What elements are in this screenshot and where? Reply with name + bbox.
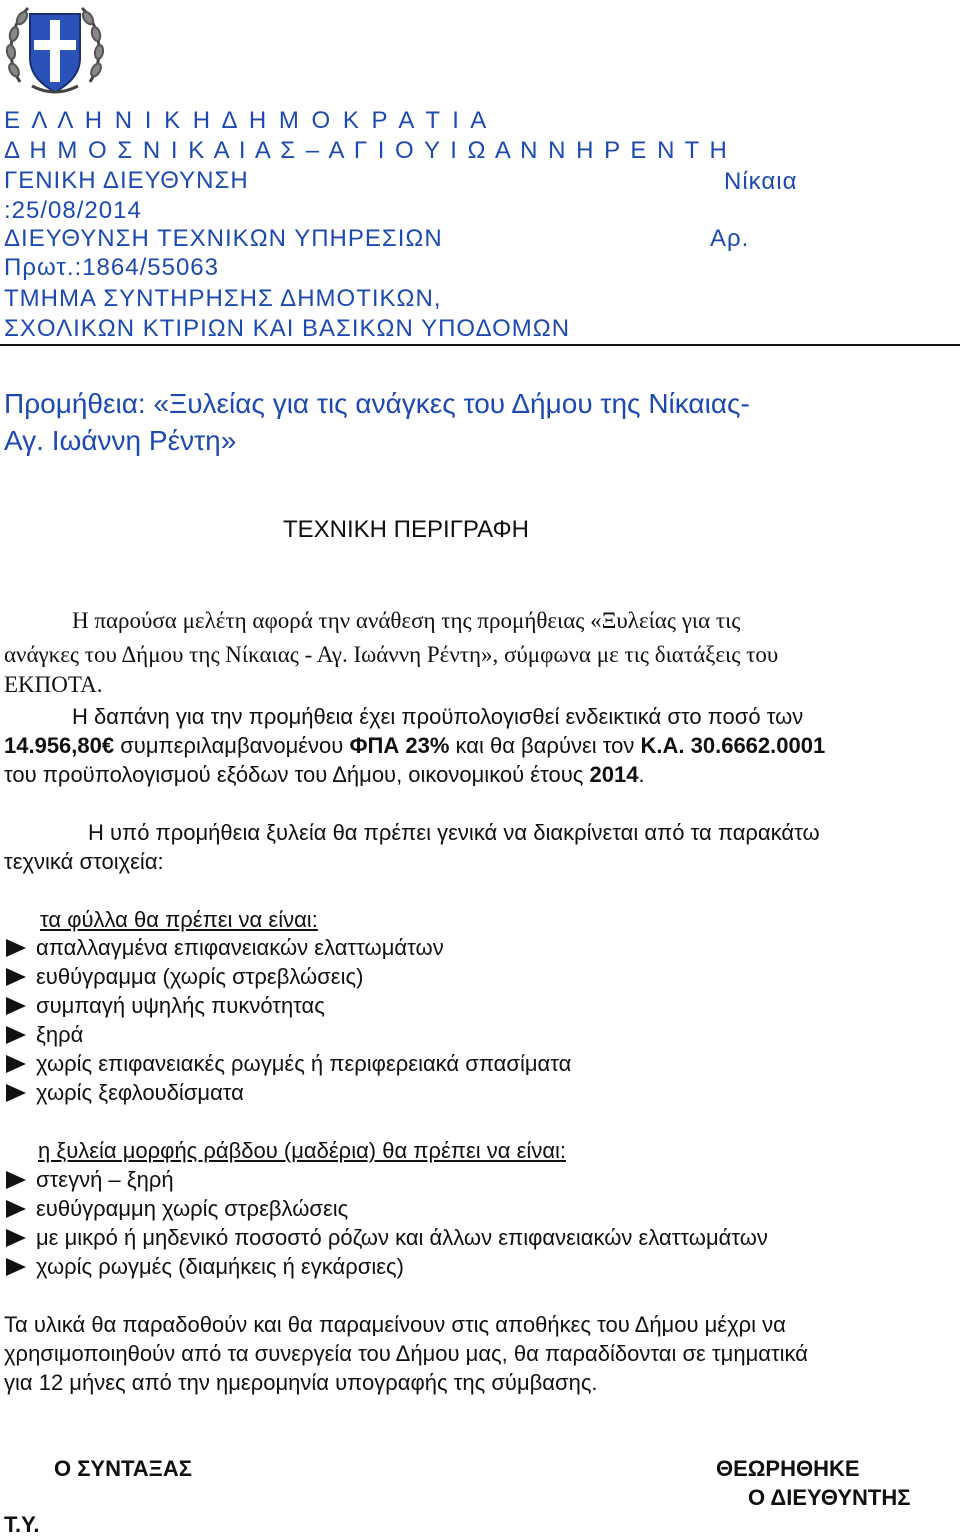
list-item <box>6 1225 768 1251</box>
bullet-arrow-icon <box>6 1229 26 1247</box>
header-municipality: Δ Η Μ Ο Σ Ν Ι Κ Α Ι Α Σ – Α Γ Ι Ο Υ Ι Ω Α Ν Ν Η Ρ Ε Ν Τ Η <box>4 137 729 164</box>
para2-text-a: συμπεριλαμβανομένου <box>114 733 350 758</box>
bullet-arrow-icon <box>6 968 26 986</box>
list-item-text: συμπαγή υψηλής πυκνότητας <box>36 993 325 1018</box>
header-department-2: ΣΧΟΛΙΚΩΝ ΚΤΙΡΙΩΝ ΚΑΙ ΒΑΣΙΚΩΝ ΥΠΟΔΟΜΩΝ <box>4 315 571 342</box>
header-place: Νίκαια <box>724 168 798 195</box>
bullet-arrow-icon <box>6 939 26 957</box>
hellenic-republic-emblem-icon <box>2 0 108 100</box>
bullet-arrow-icon <box>6 1200 26 1218</box>
signature-author: Ο ΣΥΝΤΑΞΑΣ <box>54 1456 192 1481</box>
list-item <box>6 1196 348 1222</box>
amount: 14.956,80€ <box>4 733 115 758</box>
header-country: Ε Λ Λ Η Ν Ι Κ Η Δ Η Μ Ο Κ Ρ Α Τ Ι Α <box>4 107 490 134</box>
header-department-1: ΤΜΗΜΑ ΣΥΝΤΗΡΗΣΗΣ ΔΗΜΟΤΙΚΩΝ, <box>4 285 442 312</box>
timber-heading: η ξυλεία μορφής ράβδου (μαδέρια) θα πρέπει να είναι: <box>38 1138 567 1163</box>
bullet-arrow-icon <box>6 1084 26 1102</box>
header-general-directorate: ΓΕΝΙΚΗ ΔΙΕΥΘΥΝΣΗ <box>4 167 249 194</box>
header-date: :25/08/2014 <box>4 197 142 224</box>
list-item <box>6 1051 571 1077</box>
list-item <box>6 1254 404 1280</box>
bullet-arrow-icon <box>6 997 26 1015</box>
list-item-text: χωρίς ρωγμές (διαμήκεις ή εγκάρσιες) <box>36 1254 404 1279</box>
subject-line-2: Αγ. Ιωάννη Ρέντη» <box>4 425 237 456</box>
header-protocol: Πρωτ.:1864/55063 <box>4 254 219 281</box>
list-item-text: χωρίς επιφανειακές ρωγμές ή περιφερειακά σπασίματα <box>36 1051 572 1076</box>
vat: ΦΠΑ 23% <box>349 733 450 758</box>
para4-line-2: χρησιμοποιηθούν από τα συνεργεία του Δήμου μας, θα παραδίδονται σε τμηματικά <box>4 1341 808 1366</box>
signature-approved: ΘΕΩΡΗΘΗΚΕ <box>716 1456 860 1481</box>
subject-line-1: Προμήθεια: «Ξυλείας για τις ανάγκες του Δήμου της Νίκαιας- <box>4 388 750 419</box>
bullet-arrow-icon <box>6 1171 26 1189</box>
header-divider <box>0 344 960 346</box>
list-item <box>6 1022 83 1048</box>
para4-line-3: για 12 μήνες από την ημερομηνία υπογραφής της σύμβασης. <box>4 1370 598 1395</box>
para2-line-3 <box>4 762 645 788</box>
list-item-text: χωρίς ξεφλουδίσματα <box>36 1080 244 1105</box>
fiscal-year: 2014 <box>589 762 639 787</box>
budget-code: Κ.Α. 30.6662.0001 <box>640 733 826 758</box>
bullet-arrow-icon <box>6 1026 26 1044</box>
list-item-text: ευθύγραμμη χωρίς στρεβλώσεις <box>36 1196 349 1221</box>
list-item-text: ευθύγραμμα (χωρίς στρεβλώσεις) <box>36 964 364 989</box>
signature-ty: Τ.Υ. <box>4 1512 40 1537</box>
list-item <box>6 935 444 961</box>
para2-line-2 <box>4 733 825 759</box>
list-item-text: ξηρά <box>36 1022 84 1047</box>
para4-line-1: Τα υλικά θα παραδοθούν και θα παραμείνουν στις αποθήκες του Δήμου μέχρι να <box>4 1312 786 1337</box>
signature-director: Ο ΔΙΕΥΘΥΝΤΗΣ <box>748 1485 911 1510</box>
header-number-label: Αρ. <box>710 225 750 252</box>
para2-text-d: . <box>638 762 645 787</box>
para3-line-1: Η υπό προμήθεια ξυλεία θα πρέπει γενικά να διακρίνεται από τα παρακάτω <box>88 820 820 845</box>
list-item-text: απαλλαγμένα επιφανειακών ελαττωμάτων <box>36 935 444 960</box>
list-item <box>6 993 325 1019</box>
list-item <box>6 1080 244 1106</box>
document-title: ΤΕΧΝΙΚΗ ΠΕΡΙΓΡΑΦΗ <box>283 516 529 543</box>
bullet-arrow-icon <box>6 1258 26 1276</box>
list-item-text: στεγνή – ξηρή <box>36 1167 174 1192</box>
para1-line-3: ΕΚΠΟΤΑ. <box>4 672 103 697</box>
para2-text-c: του προϋπολογισμού εξόδων του Δήμου, οικονομικού έτους <box>4 762 590 787</box>
list-item <box>6 1167 174 1193</box>
list-item-text: με μικρό ή μηδενικό ποσοστό ρόζων και άλλων επιφανειακών ελαττωμάτων <box>36 1225 768 1250</box>
list-item <box>6 964 363 990</box>
para1-line-1: Η παρούσα μελέτη αφορά την ανάθεση της προμήθειας «Ξυλείας για τις <box>72 608 741 633</box>
para1-line-2: ανάγκες του Δήμου της Νίκαιας - Αγ. Ιωάννη Ρέντη», σύμφωνα με τις διατάξεις του <box>4 642 779 667</box>
header-technical-directorate: ΔΙΕΥΘΥΝΣΗ ΤΕΧΝΙΚΩΝ ΥΠΗΡΕΣΙΩΝ <box>4 225 443 252</box>
sheets-heading: τα φύλλα θα πρέπει να είναι: <box>40 907 318 932</box>
para3-line-2: τεχνικά στοιχεία: <box>4 849 164 874</box>
para2-text-b: και θα βαρύνει τον <box>449 733 641 758</box>
bullet-arrow-icon <box>6 1055 26 1073</box>
para2-line-1: Η δαπάνη για την προμήθεια έχει προϋπολογισθεί ενδεικτικά στο ποσό των <box>72 704 804 729</box>
